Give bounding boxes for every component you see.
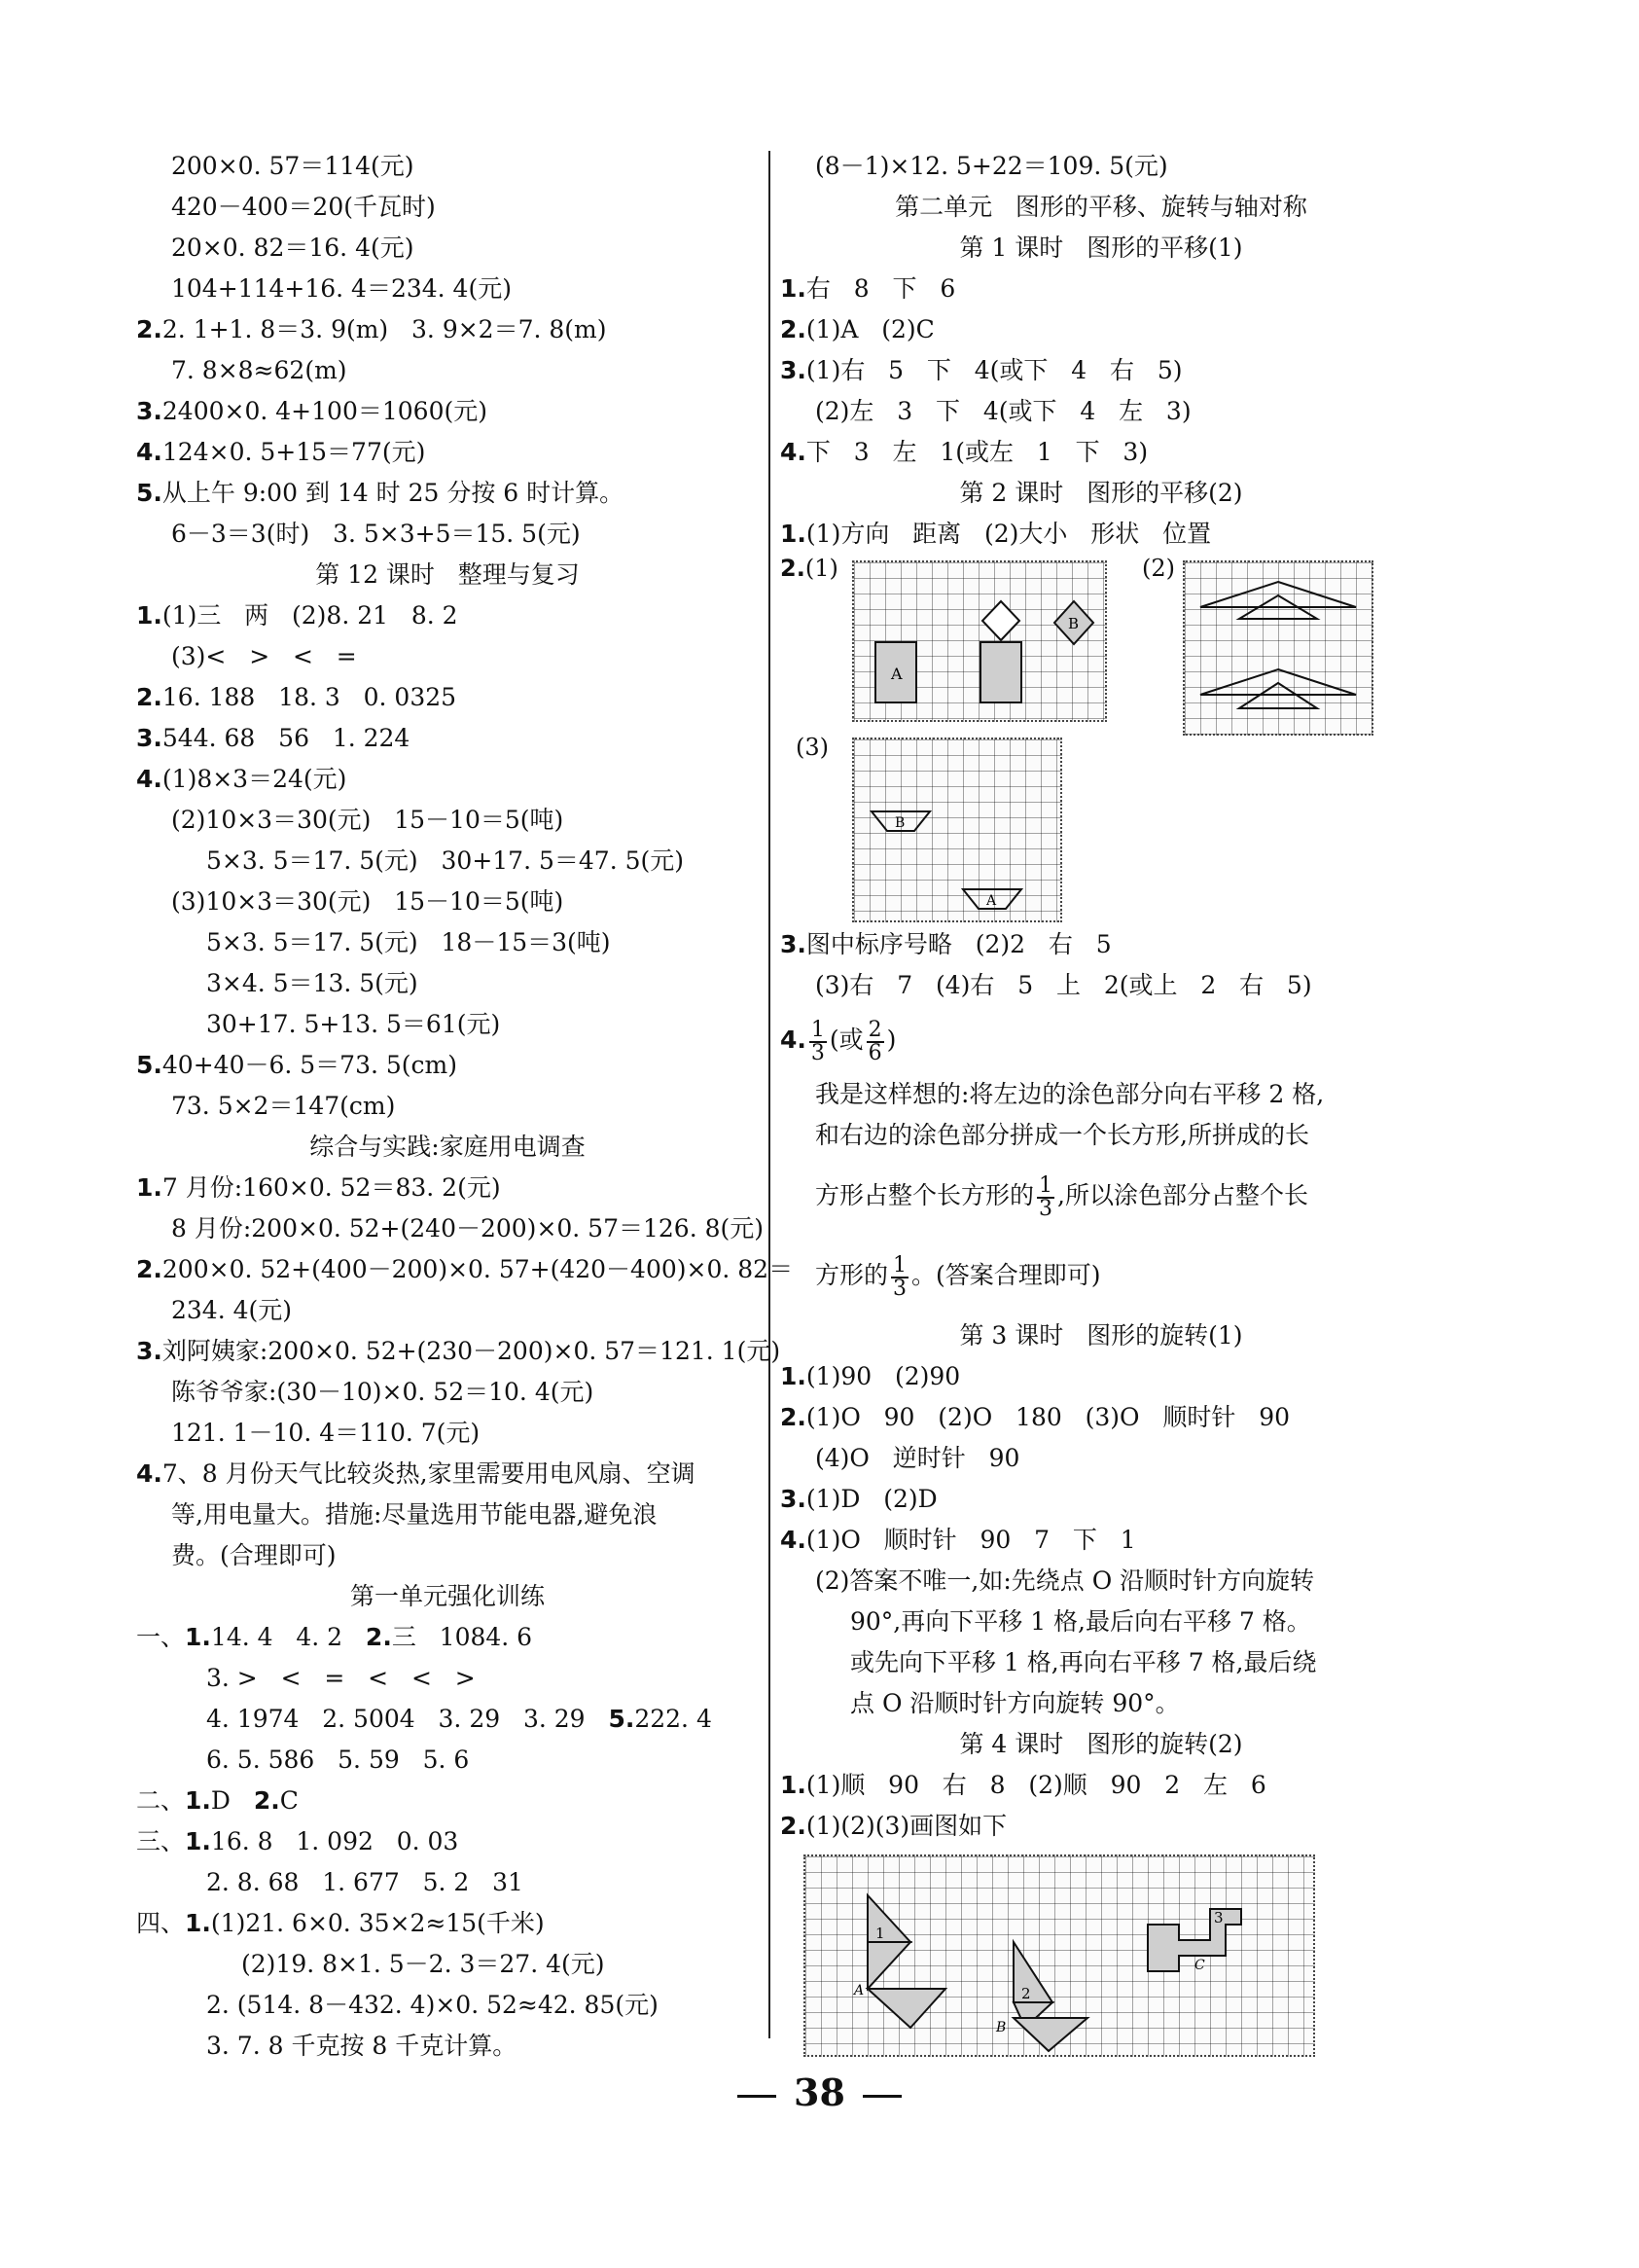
answer-line: 和右边的涂色部分拼成一个长方形,所拼成的长 — [815, 1121, 1309, 1149]
triangle-1-top — [868, 1895, 910, 1942]
left-column — [136, 146, 794, 2067]
unit-heading: 第二单元 图形的平移、旋转与轴对称 — [895, 193, 1307, 221]
answer-line: (3)右 7 (4)右 5 上 2(或上 2 右 5) — [815, 971, 1312, 999]
item-number: 2. — [780, 1403, 806, 1431]
answer-line: 费。(合理即可) — [171, 1541, 337, 1569]
fraction: $\frac{1}{3}$ — [1039, 1172, 1053, 1221]
answer-line: 5.40+40－6. 5＝73. 5(cm) — [136, 1051, 458, 1079]
item-number: 4. — [136, 1459, 162, 1488]
answer-line: 3.544. 68 56 1. 224 — [136, 724, 410, 752]
answer-line: 3.刘阿姨家:200×0. 52+(230－200)×0. 57＝121. 1(元) — [136, 1337, 781, 1365]
figure-row-translation — [780, 555, 1422, 730]
column-divider — [768, 151, 770, 2038]
section-heading: 第 3 课时 图形的旋转(1) — [959, 1321, 1243, 1350]
label-3: 3 — [1214, 1909, 1224, 1926]
answer-line: 2.(1)A (2)C — [780, 315, 935, 343]
item-number: 1. — [185, 1786, 211, 1815]
dash-left — [737, 2095, 776, 2098]
answer-line: 4. 1974 2. 5004 3. 29 3. 29 5.222. 4 — [206, 1705, 712, 1733]
answer-line: 420－400＝20(千瓦时) — [171, 193, 436, 221]
answer-line: 2.16. 188 18. 3 0. 0325 — [136, 683, 457, 711]
answer-line: 234. 4(元) — [171, 1296, 293, 1324]
answer-line: 方形的 $\frac{1}{3}$ 。(答案合理即可) — [815, 1252, 1101, 1301]
item-number: 3. — [780, 930, 806, 958]
answer-line: 2. 8. 68 1. 677 5. 2 31 — [206, 1868, 523, 1896]
diamond-shape — [982, 601, 1019, 640]
figure-row-rotation — [780, 1847, 1422, 2061]
label-a: A — [891, 665, 903, 683]
answer-line: 或先向下平移 1 格,再向右平移 7 格,最后绕 — [850, 1648, 1317, 1676]
triangle-2-top — [1014, 1942, 1052, 2002]
page-number: 38 — [0, 2070, 1639, 2114]
item-number: 1. — [185, 1909, 211, 1937]
answer-line: 5×3. 5＝17. 5(元) 30+17. 5＝47. 5(元) — [206, 846, 685, 875]
answer-line: 121. 1－10. 4＝110. 7(元) — [171, 1419, 481, 1447]
fraction: $\frac{2}{6}$ — [868, 1017, 882, 1065]
item-number: 1. — [136, 1173, 162, 1202]
answer-line: 4.(1)8×3＝24(元) — [136, 765, 347, 793]
answer-line: (8－1)×12. 5+22＝109. 5(元) — [815, 152, 1168, 180]
triangle-2-rotated — [1014, 2018, 1087, 2051]
grid-figure-2-drawing — [1185, 562, 1372, 734]
answer-line: 四、1.(1)21. 6×0. 35×2≈15(千米) — [136, 1909, 545, 1937]
answer-line: 104+114+16. 4＝234. 4(元) — [171, 274, 512, 303]
item-number: 1. — [185, 1623, 211, 1651]
label-b: B — [1068, 615, 1080, 632]
answer-line: 1.(1)三 两 (2)8. 21 8. 2 — [136, 601, 458, 630]
answer-line: 3.(1)D (2)D — [780, 1485, 938, 1513]
item-number: 1. — [780, 274, 806, 303]
answer-line: 1.(1)方向 距离 (2)大小 形状 位置 — [780, 520, 1212, 548]
answer-line: (2)左 3 下 4(或下 4 左 3) — [815, 397, 1192, 425]
item-number: 4. — [780, 1026, 806, 1054]
rectangle-translated — [980, 642, 1021, 702]
label-a: A — [854, 1983, 865, 1998]
grid-figure-rotation — [803, 1854, 1315, 2057]
answer-line: (4)O 逆时针 90 — [815, 1444, 1020, 1472]
answer-line: 3.(1)右 5 下 4(或下 4 右 5) — [780, 356, 1183, 384]
fraction: $\frac{1}{3}$ — [810, 1017, 825, 1065]
answer-line: 1.(1)90 (2)90 — [780, 1362, 961, 1390]
answer-line: 4. $\frac{1}{3}$ (或 $\frac{2}{6}$ ) — [780, 1017, 897, 1065]
item-number: 5. — [608, 1705, 635, 1733]
item-number: 1. — [780, 1362, 806, 1390]
answer-line: 三、1.16. 8 1. 092 0. 03 — [136, 1827, 459, 1855]
answer-line: 2.2. 1+1. 8＝3. 9(m) 3. 9×2＝7. 8(m) — [136, 315, 607, 343]
answer-line: 200×0. 57＝114(元) — [171, 152, 414, 180]
answer-line: 2.(1)O 90 (2)O 180 (3)O 顺时针 90 — [780, 1403, 1291, 1431]
answer-line: 6－3＝3(时) 3. 5×3+5＝15. 5(元) — [171, 520, 581, 548]
grid-figure-1-drawing — [854, 562, 1105, 720]
answer-line: 30+17. 5+13. 5＝61(元) — [206, 1010, 501, 1038]
answer-line: 3.图中标序号略 (2)2 右 5 — [780, 930, 1112, 958]
answer-line: 6. 5. 586 5. 59 5. 6 — [206, 1746, 470, 1774]
item-label: (2) — [1142, 555, 1175, 582]
item-number: 2. — [253, 1786, 280, 1815]
answer-line: 1.(1)顺 90 右 8 (2)顺 90 2 左 6 — [780, 1771, 1266, 1799]
grid-figure-3-drawing — [854, 739, 1060, 920]
answer-line: 2.200×0. 52+(400－200)×0. 57+(420－400)×0. 82＝ — [136, 1255, 794, 1283]
item-number: 5. — [136, 479, 162, 507]
answer-line: 3.2400×0. 4+100＝1060(元) — [136, 397, 487, 425]
section-heading: 第 4 课时 图形的旋转(2) — [959, 1730, 1243, 1758]
label-b: B — [996, 2020, 1007, 2035]
answer-line: 1.7 月份:160×0. 52＝83. 2(元) — [136, 1173, 501, 1202]
answer-line: 90°,再向下平移 1 格,最后向右平移 7 格。 — [850, 1607, 1311, 1636]
section-heading: 第 12 课时 整理与复习 — [315, 560, 580, 589]
item-number: 2. — [136, 1255, 162, 1283]
answer-line: (3)10×3＝30(元) 15－10＝5(吨) — [171, 887, 564, 916]
answer-line: 8 月份:200×0. 52+(240－200)×0. 57＝126. 8(元) — [171, 1214, 765, 1242]
answer-line: 2.(1)(2)(3)画图如下 — [780, 1812, 1008, 1840]
answer-line: 3. 7. 8 千克按 8 千克计算。 — [206, 2032, 517, 2060]
section-heading: 第 1 课时 图形的平移(1) — [959, 234, 1243, 262]
item-number: 2. — [780, 315, 806, 343]
answer-line: 20×0. 82＝16. 4(元) — [171, 234, 414, 262]
item-number: 2. — [780, 1812, 806, 1840]
triangle-1-rotated — [868, 1989, 945, 2028]
item-label: 2.(1) — [780, 555, 838, 582]
answer-line: (3)< > < = — [171, 642, 357, 670]
answer-line: 1.右 8 下 6 — [780, 274, 956, 303]
label-2: 2 — [1021, 1985, 1031, 2002]
item-number: 4. — [780, 438, 806, 466]
answer-line: 3. > < = < < > — [206, 1664, 476, 1692]
answer-line: 等,用电量大。措施:尽量选用节能电器,避免浪 — [171, 1500, 658, 1529]
figure-row-translation-3 — [780, 730, 1422, 924]
answer-line: (2)10×3＝30(元) 15－10＝5(吨) — [171, 806, 564, 834]
section-heading: 综合与实践:家庭用电调查 — [309, 1133, 586, 1161]
item-number: 3. — [780, 356, 806, 384]
item-number: 1. — [136, 601, 162, 630]
item-number: 2. — [365, 1623, 392, 1651]
grid-figure-3 — [852, 738, 1062, 922]
grid-figure-rotation-drawing — [805, 1856, 1313, 2055]
item-number: 5. — [136, 1051, 162, 1079]
answer-line: 5×3. 5＝17. 5(元) 18－15＝3(吨) — [206, 928, 611, 956]
item-number: 4. — [780, 1526, 806, 1554]
triangle-1-bottom — [868, 1942, 910, 1989]
right-column — [780, 146, 1422, 2061]
answer-line: 73. 5×2＝147(cm) — [171, 1092, 396, 1120]
item-number: 4. — [136, 765, 162, 793]
item-label: (3) — [796, 734, 829, 761]
answer-line: 陈爷爷家:(30－10)×0. 52＝10. 4(元) — [171, 1378, 594, 1406]
item-number: 1. — [780, 520, 806, 548]
answer-line: 点 O 沿顺时针方向旋转 90°。 — [850, 1689, 1180, 1717]
item-number: 1. — [780, 1771, 806, 1799]
fraction: $\frac{1}{3}$ — [893, 1252, 908, 1301]
answer-line: 一、1.14. 4 4. 2 2.三 1084. 6 — [136, 1623, 533, 1651]
grid-figure-1 — [852, 560, 1107, 722]
label-b: B — [895, 815, 906, 831]
section-heading: 第 2 课时 图形的平移(2) — [959, 479, 1243, 507]
answer-line: (2)19. 8×1. 5－2. 3＝27. 4(元) — [241, 1950, 605, 1978]
item-number: 1. — [185, 1827, 211, 1855]
item-number: 2. — [136, 315, 162, 343]
answer-line: 2. (514. 8－432. 4)×0. 52≈42. 85(元) — [206, 1991, 659, 2019]
answer-line: 3×4. 5＝13. 5(元) — [206, 969, 418, 997]
answer-line: 方形占整个长方形的 $\frac{1}{3}$ ,所以涂色部分占整个长 — [815, 1172, 1308, 1221]
grid-figure-2 — [1183, 560, 1373, 736]
item-number: 3. — [136, 397, 162, 425]
answer-line: (2)答案不唯一,如:先绕点 O 沿顺时针方向旋转 — [815, 1566, 1315, 1595]
dash-right — [863, 2095, 902, 2098]
item-number: 3. — [136, 724, 162, 752]
label-c: C — [1194, 1958, 1205, 1973]
item-number: 2. — [780, 555, 805, 582]
answer-line: 4.124×0. 5+15＝77(元) — [136, 438, 426, 466]
section-heading: 第一单元强化训练 — [349, 1582, 545, 1610]
label-a: A — [986, 893, 997, 909]
answer-line: 二、1.D 2.C — [136, 1786, 299, 1815]
answer-line: 4.7、8 月份天气比较炎热,家里需要用电风扇、空调 — [136, 1459, 695, 1488]
item-number: 3. — [780, 1485, 806, 1513]
answer-line: 7. 8×8≈62(m) — [171, 356, 347, 384]
item-number: 3. — [136, 1337, 162, 1365]
label-1: 1 — [875, 1925, 885, 1942]
item-number: 2. — [136, 683, 162, 711]
answer-line: 我是这样想的:将左边的涂色部分向右平移 2 格, — [815, 1080, 1325, 1108]
answer-line: 4.下 3 左 1(或左 1 下 3) — [780, 438, 1149, 466]
answer-line: 5.从上午 9:00 到 14 时 25 分按 6 时计算。 — [136, 479, 624, 507]
answer-line: 4.(1)O 顺时针 90 7 下 1 — [780, 1526, 1136, 1554]
item-number: 4. — [136, 438, 162, 466]
